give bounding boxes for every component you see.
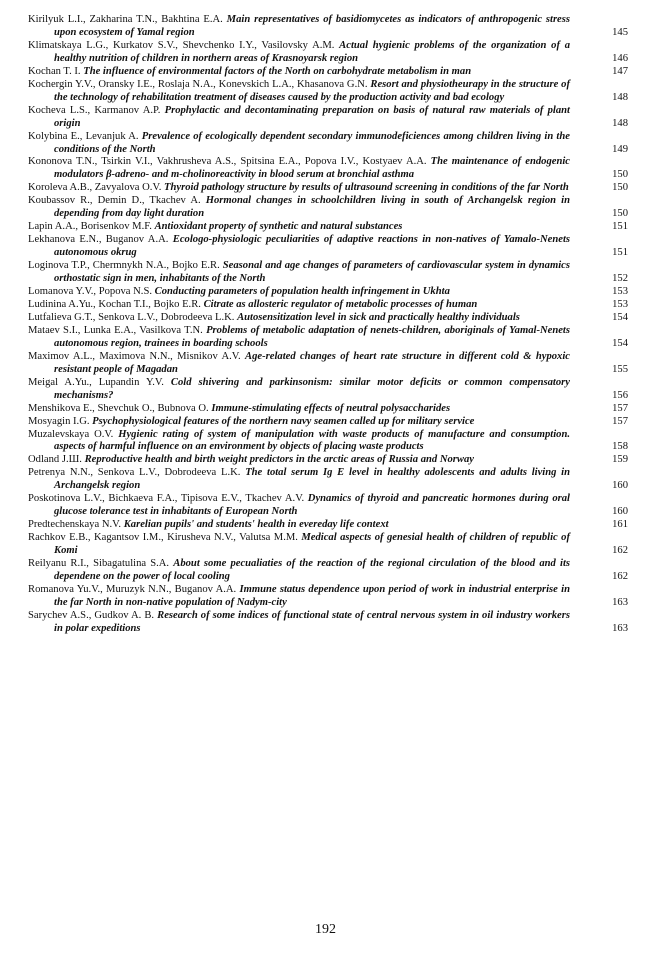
toc-entry <box>28 403 628 416</box>
toc-entry <box>28 105 628 131</box>
toc-entry <box>28 131 628 157</box>
entry-title: Hygienic rating of system of manipulation with waste products of manufacture and consumption. aspects of harmful influence on an environment by objects of placing waste products <box>54 428 570 453</box>
entry-authors: Romanova Yu.V., Muruzyk N.N., Buganov A.A. <box>28 583 237 595</box>
toc-entry <box>28 416 628 429</box>
entry-authors: Kochergin Y.V., Oransky I.E., Roslaja N.A., Konevskich L.A., Khasanova G.N. <box>28 78 368 90</box>
entry-page: 155 <box>612 363 628 375</box>
entry-page: 156 <box>612 389 628 401</box>
toc-entry <box>28 558 628 584</box>
entry-page: 157 <box>612 415 628 427</box>
entry-authors: Lomanova Y.V., Popova N.S. <box>28 286 152 298</box>
toc-entry <box>28 351 628 377</box>
toc-entry <box>28 14 628 40</box>
entry-title: About some pecualiaties of the reaction of the regional circulation of the blood and its dependene on the power of local cooling <box>54 558 571 582</box>
entry-page: 150 <box>612 208 628 220</box>
entry-page: 161 <box>612 519 628 531</box>
entry-authors: Koroleva A.B., Zavyalova O.V. <box>28 182 162 194</box>
entry-title: Ecologo-physiologic peculiarities of adaptive reactions in non-natives of Yamalo-Nenets autonomous okrug <box>54 234 571 259</box>
entry-title: Prevalence of ecologically dependent secondary immunodeficiences among children living in the conditions of the North <box>54 130 570 155</box>
toc-entry <box>28 312 628 325</box>
entry-title: Cold shivering and parkinsonism: similar motor deficits or common compensatory mechanisms? <box>54 376 570 401</box>
entry-authors: Kononova T.N., Tsirkin V.I., Vakhrusheva A.S., Spitsina E.A., Popova I.V., Kostyaev A.A. <box>28 156 427 168</box>
entry-title: Reproductive health and birth weight predictors in the arctic areas of Russia and Norway <box>84 454 474 466</box>
entry-title: Conducting parameters of population health infringement in Ukhta <box>154 286 450 298</box>
entry-page: 153 <box>612 286 628 298</box>
entry-title: Seasonal and age changes of parameters of cardiovascular system in dynamics orthostatic sign in men, inhabitants of the North <box>54 260 570 285</box>
entry-authors: Reilyanu R.I., Sibagatulina S.A. <box>28 558 170 570</box>
entry-page: 146 <box>612 52 628 64</box>
entry-authors: Poskotinova L.V., Bichkaeva F.A., Tipisova E.V., Tkachev A.V. <box>28 493 305 505</box>
entry-authors: Ludinina A.Yu., Kochan T.I., Bojko E.R. <box>28 298 201 310</box>
entry-title: The influence of environmental factors of the North on carbohydrate metabolism in man <box>83 65 472 77</box>
toc-entry <box>28 260 628 286</box>
toc-entry <box>28 377 628 403</box>
entry-page: 148 <box>612 91 628 103</box>
entry-page: 153 <box>612 298 628 310</box>
toc-entry <box>28 325 628 351</box>
toc-entry <box>28 66 628 79</box>
entry-title: Problems of metabolic adaptation of nenets-children, aboriginals of Yamal-Nenets autonomous region, trainees in boarding schools <box>54 324 570 349</box>
entry-authors: Petrenya N.N., Senkova L.V., Dobrodeeva L.K. <box>28 467 241 479</box>
toc-entry <box>28 519 628 532</box>
entry-title: Thyroid pathology structure by results of ultrasound screening in conditions of the far North <box>164 182 569 194</box>
entry-title: The maintenance of endogenic modulators β-adreno- and m-cholinoreactivity in blood serum at bronchial asthma <box>54 156 570 181</box>
entry-page: 159 <box>612 454 628 466</box>
toc-entry <box>28 79 628 105</box>
toc-entry <box>28 182 628 195</box>
toc-entry <box>28 234 628 260</box>
toc-entry <box>28 610 628 636</box>
toc-entry <box>28 221 628 234</box>
entry-title: Immune-stimulating effects of neutral polysaccharides <box>211 402 451 414</box>
entry-title: Resort and physiotheurapy in the structure of the technology of rehabilitation treatment of diseases caused by the production activity and bad ecology <box>54 78 570 103</box>
entry-authors: Maximov A.L., Maximova N.N., Misnikov A.V. <box>28 350 241 362</box>
entry-page: 147 <box>612 65 628 77</box>
entry-page: 158 <box>612 441 628 453</box>
entry-authors: Muzalevskaya O.V. <box>28 428 114 440</box>
table-of-contents <box>28 14 628 636</box>
entry-page: 151 <box>612 221 628 233</box>
entry-authors: Kolybina E., Levanjuk A. <box>28 130 139 142</box>
toc-entry <box>28 454 628 467</box>
toc-entry <box>28 532 628 558</box>
entry-authors: Rachkov E.B., Kagantsov I.M., Kirusheva N.V., Valutsa M.M. <box>28 532 298 544</box>
entry-title: Antioxidant property of synthetic and natural substances <box>154 221 403 233</box>
entry-authors: Predtechenskaya N.V. <box>28 519 122 531</box>
toc-entry <box>28 584 628 610</box>
entry-title: Medical aspects of genesial health of children of republic of Komi <box>54 532 570 557</box>
entry-page: 152 <box>612 273 628 285</box>
entry-authors: Loginova T.P., Chermnykh N.A., Bojko E.R. <box>28 260 220 272</box>
toc-entry <box>28 493 628 519</box>
entry-title: Immune status dependence upon period of work in industrial enterprise in the far North in non-native population of Nadym-city <box>54 583 570 608</box>
entry-title: Dynamics of thyroid and pancreatic hormones during oral glucose tolerance test in inhabitants of European North <box>54 493 570 518</box>
entry-title: Hormonal changes in schoolchildren living in south of Archangelsk region in depending from day light duration <box>54 195 570 220</box>
entry-page: 157 <box>612 402 628 414</box>
entry-authors: Odland J.Ш. <box>28 454 82 466</box>
page-number: 192 <box>315 922 336 937</box>
entry-title: Actual hygienic problems of the organization of a healthy nutrition of children in northern areas of Krasnoyarsk region <box>54 39 570 64</box>
entry-page: 160 <box>612 480 628 492</box>
entry-page: 154 <box>612 311 628 323</box>
entry-title: Citrate as allosteric regulator of metabolic processes of human <box>203 298 478 310</box>
entry-authors: Kirilyuk L.I., Zakharina T.N., Bakhtina E.A. <box>28 14 223 25</box>
entry-authors: Sarychev A.S., Gudkov A. B. <box>28 609 155 621</box>
entry-page: 151 <box>612 247 628 259</box>
toc-entry <box>28 286 628 299</box>
toc-entry <box>28 429 628 455</box>
entry-page: 148 <box>612 117 628 129</box>
entry-page: 160 <box>612 506 628 518</box>
entry-authors: Kocheva L.S., Karmanov A.P. <box>28 104 161 116</box>
entry-title: The total serum Ig E level in healthy adolescents and adults living in Archangelsk region <box>54 467 570 492</box>
entry-page: 154 <box>612 337 628 349</box>
entry-authors: Meigal A.Yu., Lupandin Y.V. <box>28 376 164 388</box>
entry-page: 145 <box>612 26 628 38</box>
entry-title: Prophylactic and decontaminating preparation on basis of natural raw materials of plant origin <box>54 104 570 129</box>
entry-title: Main representatives of basidiomycetes as indicators of anthropogenic stress upon ecosystem of Yamal region <box>54 14 571 38</box>
entry-authors: Kochan T. I. <box>28 65 81 77</box>
entry-title: Autosensitization level in sick and practically healthy individuals <box>237 311 520 323</box>
entry-authors: Lekhanova E.N., Buganov A.A. <box>28 234 169 246</box>
entry-authors: Lutfalieva G.T., Senkova L.V., Dobrodeeva L.K. <box>28 311 235 323</box>
entry-authors: Mataev S.I., Lunka E.A., Vasilkova T.N. <box>28 324 203 336</box>
entry-page: 162 <box>612 545 628 557</box>
entry-title: Psychophysiological features of the northern navy seamen called up for military service <box>92 415 475 427</box>
toc-entry <box>28 156 628 182</box>
entry-authors: Mosyagin I.G. <box>28 415 90 427</box>
entry-title: Karelian pupils' and students' health in evereday life context <box>123 519 389 531</box>
entry-page: 163 <box>612 622 628 634</box>
entry-authors: Klimatskaya L.G., Kurkatov S.V., Shevchenko I.Y., Vasilovsky A.M. <box>28 39 335 51</box>
entry-title: Research of some indices of functional state of central nervous system in oil industry workers in polar expeditions <box>54 609 570 634</box>
entry-authors: Lapin A.A., Borisenkov M.F. <box>28 221 152 233</box>
toc-entry <box>28 467 628 493</box>
toc-entry <box>28 195 628 221</box>
entry-authors: Menshikova E., Shevchuk O., Bubnova O. <box>28 402 209 414</box>
toc-entry <box>28 299 628 312</box>
entry-authors: Koubassov R., Demin D., Tkachev A. <box>28 195 201 207</box>
entry-page: 163 <box>612 596 628 608</box>
toc-entry <box>28 40 628 66</box>
entry-title: Age-related changes of heart rate structure in different cold & hypoxic resistant people of Magadan <box>54 350 571 375</box>
entry-page: 162 <box>612 570 628 582</box>
entry-page: 150 <box>612 169 628 181</box>
entry-page: 150 <box>612 182 628 194</box>
entry-page: 149 <box>612 143 628 155</box>
